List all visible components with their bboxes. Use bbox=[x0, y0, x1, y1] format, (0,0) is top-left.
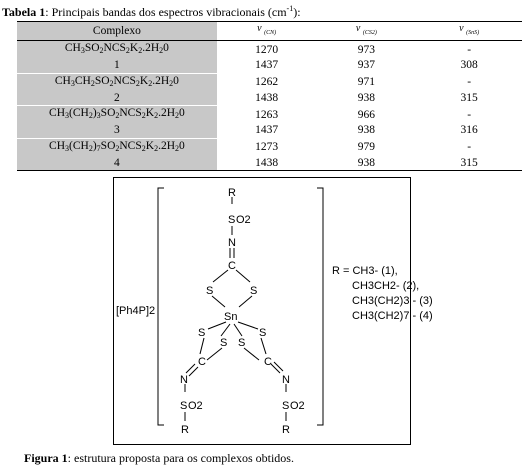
table-caption-prefix: Tabela 1 bbox=[2, 5, 46, 19]
complex-structure-diagram bbox=[114, 178, 433, 446]
table-cell: 966 bbox=[357, 108, 376, 121]
vibrational-bands-table bbox=[17, 21, 522, 171]
header-sns-label: (SnS) bbox=[466, 30, 480, 36]
header-nu-cn bbox=[217, 22, 317, 41]
right-bracket bbox=[317, 188, 323, 425]
header-cs2-label: (CS2) bbox=[362, 30, 377, 36]
complex-formula-4: $CH_3(CH_2)_7SO_2NCS_2K_2.2H_20$ bbox=[17, 138, 217, 156]
figure-caption-text: : estrutura proposta para os complexos obtidos. bbox=[67, 451, 294, 465]
r-group-bottom-right: R bbox=[282, 424, 290, 436]
dioxide-bottom-left: O2 bbox=[188, 400, 203, 412]
sulfur-top-right: S bbox=[250, 285, 258, 297]
table-cell: 979 bbox=[357, 141, 376, 154]
sulfur-bottom-left: S bbox=[180, 400, 188, 412]
table-cell: 973 bbox=[357, 43, 376, 56]
sulfur-right-outer: S bbox=[259, 327, 267, 339]
table-row bbox=[17, 123, 522, 138]
structure-figure bbox=[113, 177, 433, 445]
sulfur-left-inner: S bbox=[220, 337, 228, 349]
header-nu-cs2 bbox=[317, 22, 417, 41]
complex-formula-1: $CH_3SO_2NCS_2K_2.2H_20$ bbox=[17, 41, 217, 59]
complex-number: 2 bbox=[17, 91, 217, 106]
tin-center: Sn bbox=[224, 311, 238, 323]
table-cell: - bbox=[467, 76, 472, 89]
r-legend-line-4: CH3(CH2)7 - (4) bbox=[352, 310, 433, 322]
table-cell: - bbox=[467, 141, 472, 154]
complex-number: 4 bbox=[17, 156, 217, 171]
table-row bbox=[17, 73, 522, 91]
table-cell: 938 bbox=[317, 156, 417, 171]
header-nu-symbol: ν bbox=[355, 23, 361, 34]
complex-formula-3: $CH_3(CH_2)_3SO_2NCS_2K_2.2H_20$ bbox=[17, 106, 217, 124]
dioxide-bottom-right: O2 bbox=[290, 400, 305, 412]
table-cell: 315 bbox=[416, 91, 522, 106]
table-cell: 1437 bbox=[217, 123, 317, 138]
r-group-bottom-left: R bbox=[181, 424, 189, 436]
table-cell: 1270 bbox=[255, 43, 279, 56]
complex-formula-2: $CH_3CH_2SO_2NCS_2K_2.2H_20$ bbox=[17, 73, 217, 91]
counter-ion: [Ph4P]2 bbox=[116, 305, 156, 317]
table-cell: 1273 bbox=[255, 141, 279, 154]
table-row bbox=[17, 138, 522, 156]
table-row bbox=[17, 91, 522, 106]
figure-caption-prefix: Figura 1 bbox=[24, 451, 68, 465]
table-cell: - bbox=[467, 108, 472, 121]
nitrogen-top: N bbox=[228, 237, 236, 249]
table-caption-text: : Principais bandas dos espectros vibracionais (cm bbox=[45, 5, 287, 19]
table-caption-end: ): bbox=[293, 5, 301, 19]
left-bracket bbox=[158, 188, 164, 425]
nitrogen-right: N bbox=[282, 374, 290, 386]
carbon-right: C bbox=[264, 356, 272, 368]
carbon-top: C bbox=[228, 260, 236, 272]
table-cell: 1438 bbox=[217, 156, 317, 171]
table-cell: - bbox=[467, 43, 472, 56]
table-row bbox=[17, 106, 522, 124]
sulfur-top-left: S bbox=[206, 285, 214, 297]
nitrogen-left: N bbox=[180, 374, 188, 386]
figure-caption bbox=[24, 451, 294, 466]
sulfur-right-inner: S bbox=[238, 337, 246, 349]
header-nu-symbol: ν bbox=[257, 23, 262, 34]
table-cell: 1263 bbox=[255, 108, 279, 121]
dioxide-top: O2 bbox=[236, 214, 251, 226]
sulfur-bottom-right: S bbox=[282, 400, 290, 412]
r-legend-line-2: CH3CH2- (2), bbox=[352, 280, 420, 292]
table-caption bbox=[2, 4, 301, 20]
header-complex: Complexo bbox=[17, 22, 217, 41]
r-legend-line-3: CH3(CH2)3 - (3) bbox=[352, 295, 433, 307]
table-caption-superscript: -1 bbox=[286, 4, 294, 13]
table-cell: 316 bbox=[416, 123, 522, 138]
header-nu-sns bbox=[416, 22, 522, 41]
sulfur-left-outer: S bbox=[198, 327, 206, 339]
complex-number: 1 bbox=[17, 58, 217, 73]
r-legend-line-1: R = CH3- (1), bbox=[332, 265, 398, 277]
table-cell: 938 bbox=[317, 123, 417, 138]
sulfur-top: S bbox=[228, 214, 236, 226]
table-row bbox=[17, 58, 522, 73]
complex-number: 3 bbox=[17, 123, 217, 138]
table-row bbox=[17, 41, 522, 59]
r-group-top: R bbox=[228, 187, 236, 199]
table-cell: 938 bbox=[317, 91, 417, 106]
table-cell: 1437 bbox=[217, 58, 317, 73]
table-row bbox=[17, 156, 522, 171]
header-cn-label: (CN) bbox=[264, 30, 277, 36]
table-cell: 315 bbox=[416, 156, 522, 171]
table-header-row bbox=[17, 22, 522, 41]
table-cell: 937 bbox=[317, 58, 417, 73]
table-cell: 1262 bbox=[255, 76, 279, 89]
table-cell: 308 bbox=[416, 58, 522, 73]
table-cell: 1438 bbox=[217, 91, 317, 106]
table-cell: 971 bbox=[357, 76, 376, 89]
header-nu-symbol: ν bbox=[459, 23, 464, 34]
carbon-left: C bbox=[198, 356, 206, 368]
